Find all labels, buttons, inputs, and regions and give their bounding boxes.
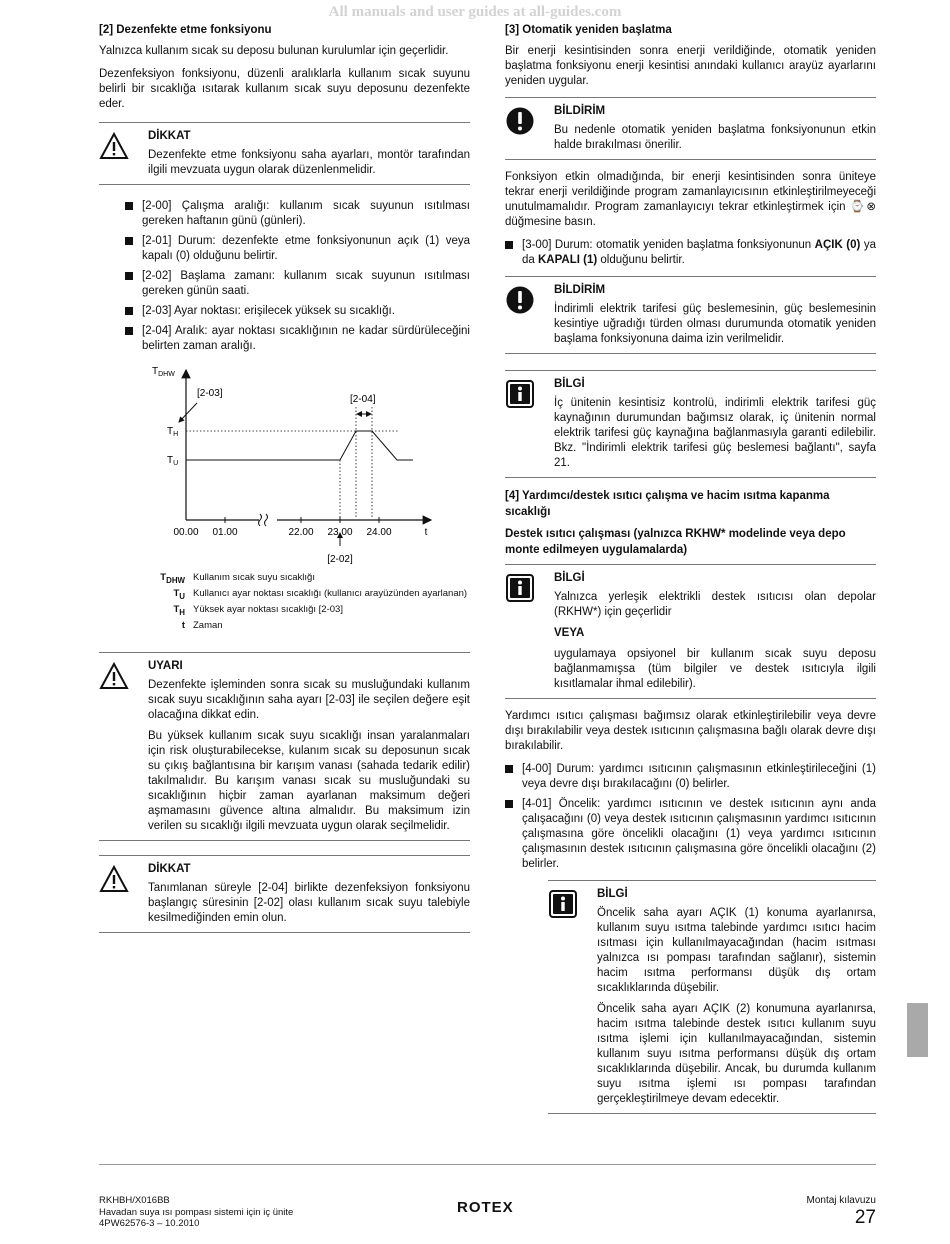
watermark: All manuals and user guides at all-guides.com <box>328 4 622 20</box>
tick-label: 23.00 <box>327 527 353 538</box>
list-item: [2-00] Çalışma aralığı: kullanım sıcak suyunun ısıtılması gereken haftanın günü (günleri). <box>99 199 470 229</box>
notice-title: BİLDİRİM <box>554 284 606 296</box>
notice-box <box>505 97 876 160</box>
tick-label: 01.00 <box>212 527 238 538</box>
list-item: [2-01] Durum: dezenfekte etme fonksiyonunun açık (1) veya kapalı (0) olduğunu belirtir. <box>99 234 470 264</box>
exclamation-circle-icon <box>505 285 535 315</box>
list-item: [2-02] Başlama zamanı: kullanım sıcak suyunun ısıtılması gereken günün saati. <box>99 269 470 299</box>
info-box <box>548 880 876 1114</box>
paragraph: Yardımcı ısıtıcı çalışması bağımsız olarak etkinleştirilebilir veya devre dışı bırakılabilir veya destek ısıtıcının çalışmasına bağlı olarak devre dışı bırakılabilir. <box>505 710 876 752</box>
right-column <box>505 22 876 1124</box>
footer-left <box>99 1195 293 1230</box>
notice-text: Bu nedenle otomatik yeniden başlatma fonksiyonunun etkin halde bırakılması önerilir. <box>554 124 876 151</box>
paragraph: Fonksiyon etkin olmadığında, bir enerji kesintisinden sonra üniteye tekrar enerji verildiğinde program zamanlayıcısının etkinleştirilmeyeceği unutulmamalıdır. Program zamanlayıcıyı tekrar etkinleştirmek için ⌚⊗ düğmesine basın. <box>505 171 876 228</box>
legend-key: $T_H$ <box>173 603 185 617</box>
warning-text: Bu yüksek kullanım sıcak suyu sıcaklığı insan yaralanmaları için risk oluşturabilecekse, kulanım sıcak su deposunun sıcak su çıkış bağlantısına bir karışım vanası (sahada tedarik edilir) takılmalıdır. Bu karışım vanası sıcak su musluğundaki su sıcaklığının hiçbir zaman ayarlanan maksimum değeri aşmamasını güvence altına almalıdır. Bu maksimum izin verilen su sıcaklığı ilgili mevzuata uygun olarak seçilmelidir. <box>148 729 470 832</box>
legend-key: $T_U$ <box>173 587 185 601</box>
label-2-04: [2-04] <box>350 394 376 405</box>
info-text: uygulamaya opsiyonel bir kullanım sıcak suyu deposu bağlanmamışsa (tüm bilgiler ve destek ısıtıcıyla ilgili kısıtlamalar ihmal edilebilir). <box>554 648 876 690</box>
warning-box <box>99 652 470 841</box>
label-2-03: [2-03] <box>197 388 223 399</box>
page-number: 27 <box>854 1207 876 1228</box>
info-icon <box>505 573 535 603</box>
notice-text: İndirimli elektrik tarifesi güç beslemesinin, güç beslemesinin kesintiye uğradığı türden olması durumunda otomatik yeniden başlama fonksiyonuna daima izin verilmelidir. <box>554 303 876 345</box>
page-footer <box>99 1164 876 1229</box>
subsection-title: Destek ısıtıcı çalışması (yalnızca RKHW* modelinde veya depo monte edilmeyen uygulamalarda) <box>505 528 846 556</box>
diagram-legend <box>159 572 467 636</box>
info-title: BİLGİ <box>554 378 585 390</box>
info-title: BİLGİ <box>554 572 585 584</box>
warning-triangle-icon <box>99 864 129 894</box>
list-item: [2-03] Ayar noktası: erişilecek yüksek su sıcaklığı. <box>99 304 470 319</box>
settings-list <box>505 238 876 268</box>
paragraph: Yalnızca kullanım sıcak su deposu bulunan kurulumlar için geçerlidir. <box>99 45 449 57</box>
info-icon <box>548 889 578 919</box>
warning-triangle-icon <box>99 661 129 691</box>
footer-description: Havadan suya ısı pompası sistemi için iç ünite <box>99 1206 294 1218</box>
footer-doc-number: 4PW62576-3 – 10.2010 <box>99 1218 200 1229</box>
tick-label: 24.00 <box>366 527 392 538</box>
list-item: [2-04] Aralık: ayar noktası sıcaklığının ne kadar sürdürüleceğini belirten zaman aralığı. <box>99 324 470 354</box>
disinfection-diagram <box>99 362 470 572</box>
info-box <box>505 564 876 699</box>
paragraph: Dezenfeksiyon fonksiyonu, düzenli aralıklarla kullanım sıcak suyunu belirli bir sıcaklığa ısıtarak kullanım sıcak suyu deposunu dezenfekte eder. <box>99 68 470 110</box>
footer-manual-name: Montaj kılavuzu <box>806 1195 876 1206</box>
list-item: [4-01] Öncelik: yardımcı ısıtıcının ve destek ısıtıcının aynı anda çalışacağını (0) veya destek ısıtıcının çalışmasının yardımcı ısıtıcının çalışmasına göre öncelikli olacağını (1) veya yardımcı ısıtıcının çalışmasının destek ısıtıcının çalışmasına göre öncelikli olacağını (2) belirler. <box>505 797 876 872</box>
warning-triangle-icon <box>99 131 129 161</box>
paragraph: Bir enerji kesintisinden sonra enerji verildiğinde, otomatik yeniden başlatma fonksiyonu enerji kesintisi anındaki kullanıcı arayüz ayarlarını yeniden uygular. <box>505 45 876 87</box>
caution-box <box>99 122 470 185</box>
t-axis-label: t <box>424 527 428 538</box>
chapter-tab <box>907 1003 928 1057</box>
tick-label: 22.00 <box>288 527 314 538</box>
left-column <box>99 22 470 943</box>
legend-text: Yüksek ayar noktası sıcaklığı [2-03] <box>193 603 343 615</box>
caution-text: Tanımlanan süreyle [2-04] birlikte dezenfeksiyon fonksiyonu başlangıç süresinin [2-02] olası kullanım sıcak suyu talebiyle kesilmediğinden emin olun. <box>148 881 470 924</box>
legend-text: Kullanım sıcak suyu sıcaklığı <box>193 572 315 583</box>
caution-title: DİKKAT <box>148 862 191 875</box>
caution-box <box>99 855 470 933</box>
warning-title: UYARI <box>148 659 183 672</box>
info-text: Öncelik saha ayarı AÇIK (2) konumuna ayarlanırsa, hacim ısıtma talebinde destek ısıtıcı kullanım suyu ısıtma işlemi için kullanılmayacağından, sistemin kullanım suyu ısıtma performansı düşük dış ortam sıcaklıklarında düşebilir. Ancak, bu durumda kullanım suyu ısıtma işlemi ısı pompası tarafından gerçekleştirilmeye devam edecektir. <box>597 1003 876 1105</box>
label-2-02: [2-02] <box>327 554 353 565</box>
info-title: BİLGİ <box>597 888 628 900</box>
legend-text: Zaman <box>193 619 223 631</box>
exclamation-circle-icon <box>505 106 535 136</box>
section-3-title: [3] Otomatik yeniden başlatma <box>505 24 672 36</box>
info-text: İç ünitenin kesintisiz kontrolü, indirimli elektrik tarifesi güç kaynağının durumundan bağımsız olarak, iç ünitenin normal elektrik tarifesi güç kaynağına bağlanmasıyla garanti edilebilir. Bkz. "İndirimli elektrik tarifesi güç beslemesi bağlantı", sayfa 21. <box>554 397 876 469</box>
section-4-title: [4] Yardımcı/destek ısıtıcı çalışma ve hacim ısıtma kapanma sıcaklığı <box>505 490 830 518</box>
notice-title: BİLDİRİM <box>554 105 606 117</box>
warning-text: Dezenfekte işleminden sonra sıcak su musluğundaki kullanım sıcak suyu sıcaklığının saha ayarı [2-03] ile seçilen değere eşit olacağına dikkat edin. <box>148 678 470 721</box>
settings-list <box>505 762 876 872</box>
brand-logo: ROTEX <box>457 1199 514 1216</box>
notice-box <box>505 276 876 354</box>
tu-label: $T_U$ <box>167 455 179 467</box>
list-item: [4-00] Durum: yardımcı ısıtıcının çalışmasının etkinleştirileceğini (1) veya devre dışı bırakılacağını (0) belirler. <box>505 762 876 792</box>
info-box <box>505 370 876 478</box>
info-text: Öncelik saha ayarı AÇIK (1) konuma ayarlanırsa, kullanım suyu ısıtma talebinde yardımcı ısıtıcı hacim ısıtması için kullanılmayacağından (hacim ısıtması yalnızca ısı pompası tarafından sağlanır), sistemin hacim ısıtma performansı düşük dış ortam sıcaklıklarında düşebilir. <box>597 907 876 994</box>
caution-title: DİKKAT <box>148 130 191 142</box>
legend-key: $T_{DHW}$ <box>160 572 185 585</box>
legend-text: Kullanıcı ayar noktası sıcaklığı (kullanıcı arayüzünden ayarlanan) <box>193 587 468 599</box>
y-axis-label: $T_{DHW}$ <box>152 366 175 378</box>
tick-label: 00.00 <box>173 527 199 538</box>
footer-model: RKHBH/X016BB <box>99 1195 170 1206</box>
th-label: $T_H$ <box>167 426 179 438</box>
legend-key: t <box>181 619 185 631</box>
list-item: [3-00] Durum: otomatik yeniden başlatma fonksiyonunun AÇIK (0) ya da KAPALI (1) olduğunu belirtir. <box>505 238 876 268</box>
settings-list <box>99 199 470 354</box>
info-or: VEYA <box>554 627 585 639</box>
section-2-title: [2] Dezenfekte etme fonksiyonu <box>99 24 272 36</box>
info-text: Yalnızca yerleşik elektrikli destek ısıtıcısı olan depolar (RKHW*) için geçerlidir <box>554 591 876 618</box>
info-icon <box>505 379 535 409</box>
caution-text: Dezenfekte etme fonksiyonu saha ayarları, montör tarafından ilgili mevzuata uygun olarak düzenlenmelidir. <box>148 149 470 176</box>
